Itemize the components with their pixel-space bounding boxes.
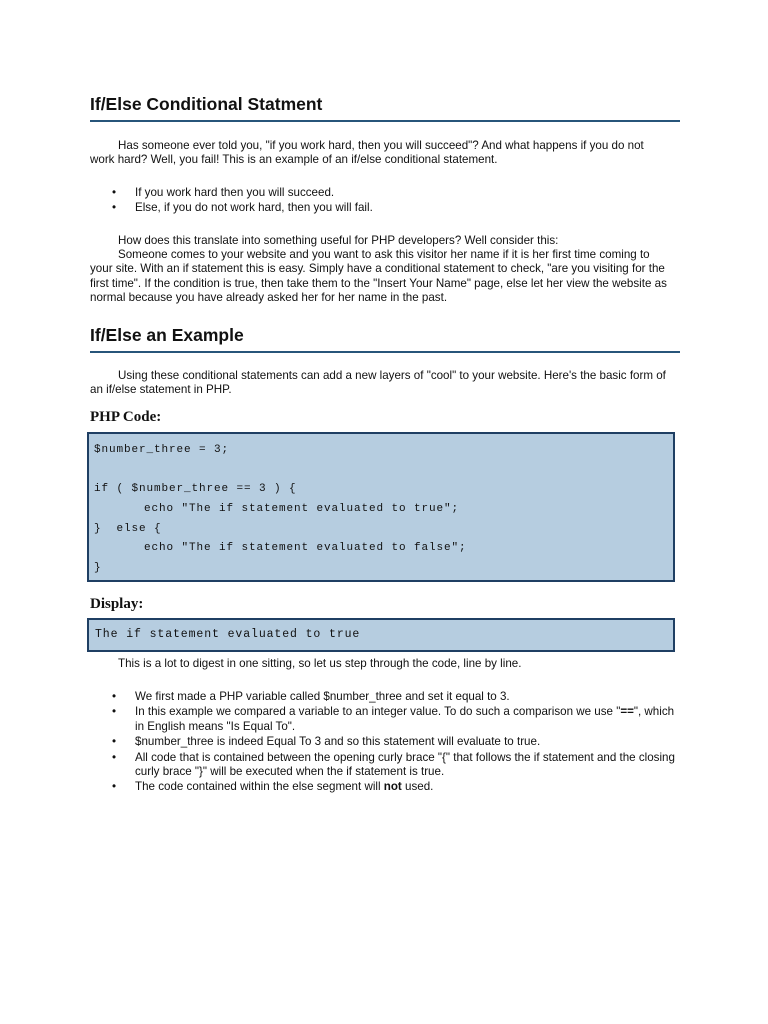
bullet-icon: • <box>112 201 117 215</box>
list-item: • Else, if you do not work hard, then you will fail. <box>112 201 373 215</box>
intro-paragraph: Has someone ever told you, "if you work hard, then you will succeed"? And what happens if you do not work hard? Well, you fail! This is an example of an if/else conditional statement. <box>90 139 644 167</box>
walkthrough-bullet-list <box>90 690 680 796</box>
walkthrough-intro: This is a lot to digest in one sitting, so let us step through the code, line by line. <box>118 657 522 670</box>
display-label: Display: <box>90 596 144 612</box>
if-else-bullet-list <box>90 186 680 217</box>
list-item: • $number_three is indeed Equal To 3 and so this statement will evaluate to true. <box>112 735 541 749</box>
code-line: } else { <box>94 523 162 535</box>
code-line: $number_three = 3; <box>94 444 230 456</box>
bullet-icon: • <box>112 780 117 794</box>
list-item: • The code contained within the else segment will not used. <box>112 780 434 794</box>
section-title-example: If/Else an Example <box>90 325 680 353</box>
bullet-icon: • <box>112 735 117 749</box>
php-use-paragraph: Someone comes to your website and you want to ask this visitor her name if it is her first time coming to your site. With an if statement this is easy. Simply have a conditional statement to check, "are you visiting for the first time". If the condition is true, then take them to the "Insert Your Name" page, else let her view the website as normal because you have already asked her for her name in the past. <box>90 248 667 305</box>
code-line: if ( $number_three == 3 ) { <box>94 483 297 495</box>
display-output-box <box>87 618 675 652</box>
php-use-paragraph-line: How does this translate into something useful for PHP developers? Well consider this: <box>118 234 559 247</box>
list-item: • All code that is contained between the opening curly brace "{" that follows the if statement and the closing curly brace "}" will be executed when the if statement is true. <box>112 750 675 779</box>
bullet-icon: • <box>112 705 117 719</box>
list-item: • If you work hard then you will succeed. <box>112 186 335 199</box>
section-title-conditional: If/Else Conditional Statment <box>90 94 680 122</box>
php-code-label: PHP Code: <box>90 409 162 425</box>
bullet-icon: • <box>112 750 117 764</box>
bullet-icon: • <box>112 690 117 703</box>
code-line: echo "The if statement evaluated to false"; <box>144 542 467 554</box>
example-intro-paragraph: Using these conditional statements can add a new layers of "cool" to your website. Here's the basic form of an if/else statement in PHP. <box>90 369 666 397</box>
bullet-icon: • <box>112 186 117 199</box>
list-item: • We first made a PHP variable called $number_three and set it equal to 3. <box>112 690 510 703</box>
display-output-text: The if statement evaluated to true <box>95 628 361 641</box>
code-line: } <box>94 562 102 574</box>
list-item: • In this example we compared a variable to an integer value. To do such a comparison we use "==", which in English means "Is Equal To". <box>112 705 675 733</box>
code-line: echo "The if statement evaluated to true"; <box>144 503 460 515</box>
php-code-block <box>87 432 675 582</box>
